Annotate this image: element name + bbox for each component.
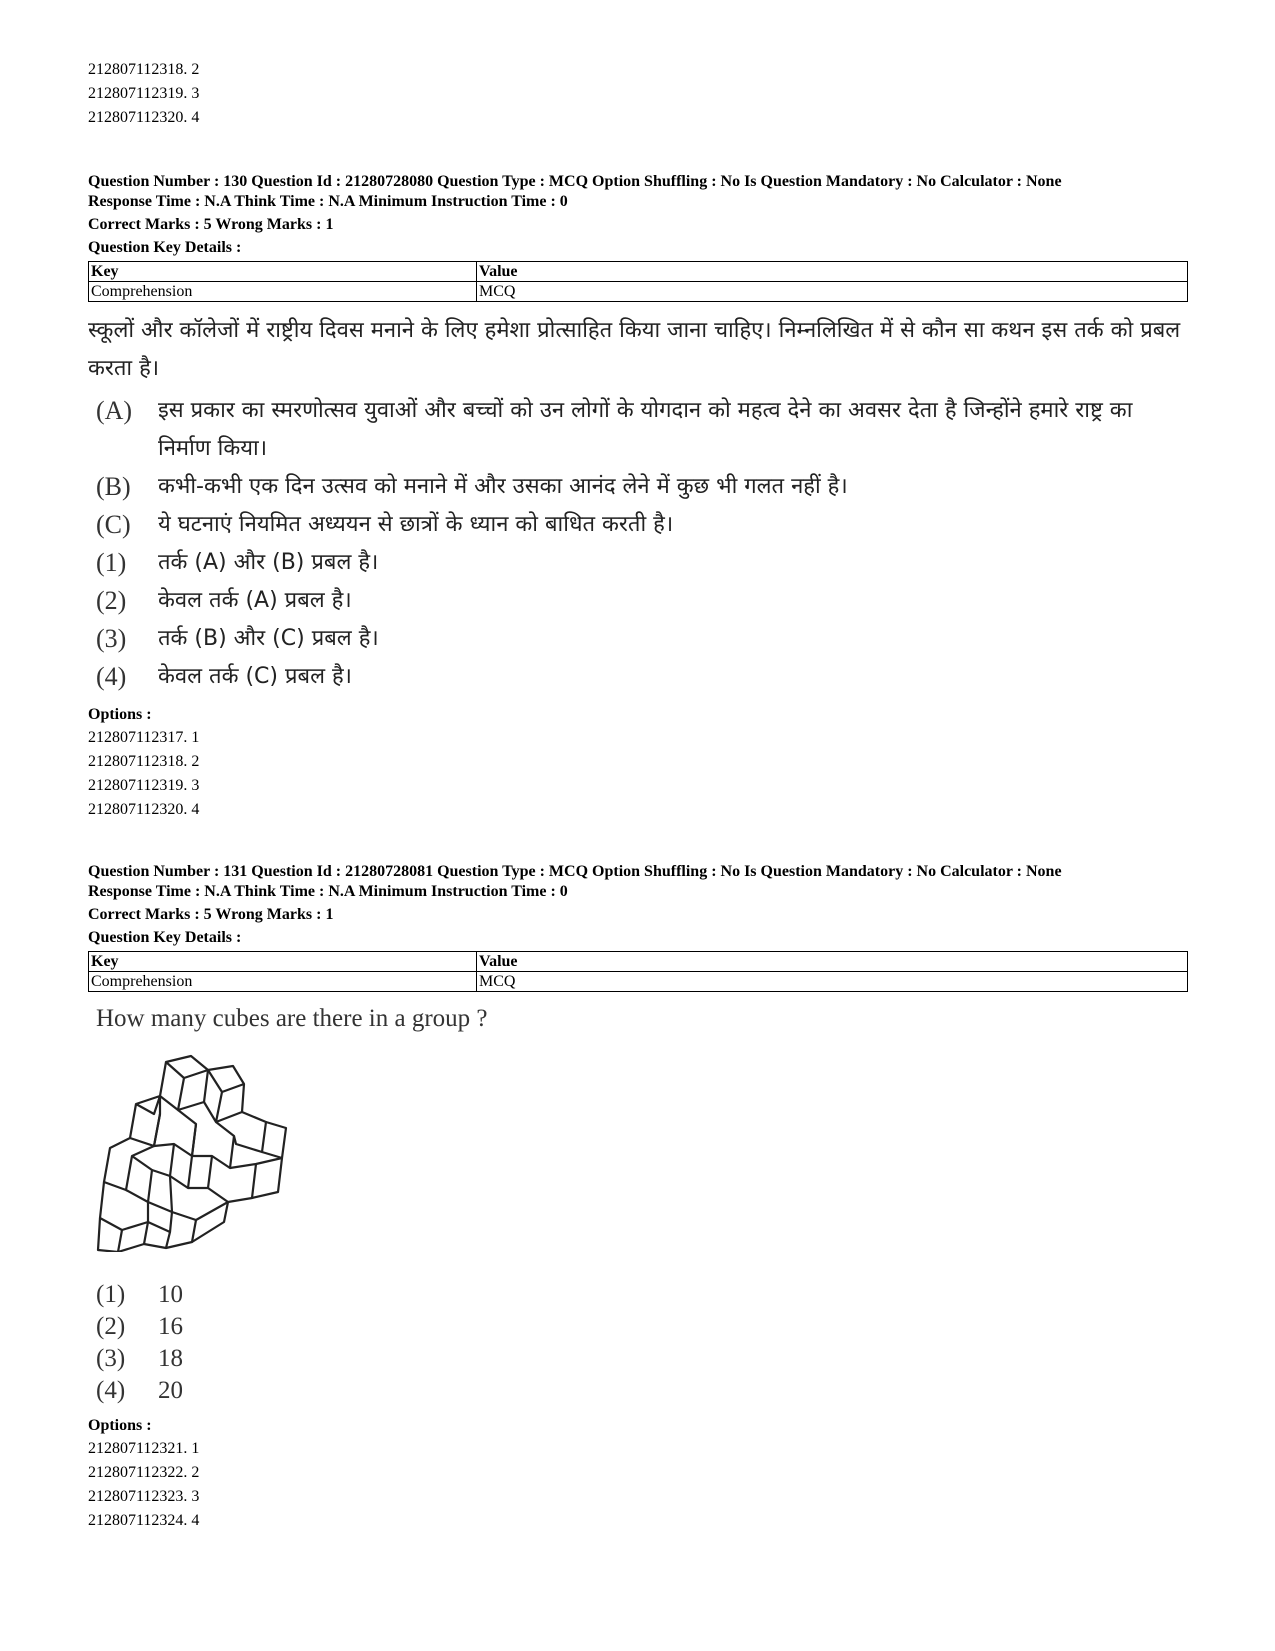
table-row <box>89 972 1188 992</box>
key-details-table <box>88 951 1188 992</box>
choice-label: (1) <box>96 1281 126 1308</box>
cube-outline <box>192 1122 234 1168</box>
answer-choice <box>96 582 1188 620</box>
answer-choice <box>96 544 1188 582</box>
choice-text: केवल तर्क (C) प्रबल है। <box>158 664 352 689</box>
option-id-line: 212807112319. 3 <box>88 777 200 794</box>
statements-list <box>88 392 1188 544</box>
table-header-row <box>89 952 1188 972</box>
answer-choice <box>96 1279 1188 1311</box>
choice-label: (3) <box>96 1345 126 1372</box>
previous-options-list <box>88 58 1188 130</box>
cube-outline <box>204 1066 244 1122</box>
table-header-key: Key <box>89 952 477 972</box>
statement-label: (A) <box>96 396 133 425</box>
table-header-key: Key <box>89 262 477 282</box>
choice-text: 20 <box>158 1377 183 1404</box>
answer-choice <box>96 1343 1188 1375</box>
choice-label: (1) <box>96 548 127 577</box>
question-marks-line: Correct Marks : 5 Wrong Marks : 1 <box>88 906 334 923</box>
choice-label: (2) <box>96 1313 126 1340</box>
option-id-line: 212807112319. 3 <box>88 85 200 102</box>
option-id-line: 212807112317. 1 <box>88 729 200 746</box>
option-id-line: 212807112322. 2 <box>88 1464 200 1481</box>
key-details-table <box>88 261 1188 302</box>
question-paper-page <box>88 58 1188 1533</box>
cube-outline <box>144 1232 170 1248</box>
question-stem: How many cubes are there in a group ? <box>96 1005 488 1032</box>
cube-outline <box>152 1144 174 1176</box>
statement-item <box>96 392 1188 468</box>
statement-text: कभी-कभी एक दिन उत्सव को मनाने में और उसका आनंद लेने में कुछ भी गलत नहीं है। <box>158 474 848 499</box>
answer-choice <box>96 1375 1188 1407</box>
table-row <box>89 282 1188 302</box>
table-header-value: Value <box>477 952 1188 972</box>
option-id-line: 212807112320. 4 <box>88 801 200 818</box>
answer-choice <box>96 620 1188 658</box>
statement-text: ये घटनाएं नियमित अध्ययन से छात्रों के ध्यान को बाधित करती है। <box>158 512 674 537</box>
question-meta-line: Question Number : 131 Question Id : 21280728081 Question Type : MCQ Option Shuffling : No Is Question Mandatory : No Calculator : None <box>88 863 1062 880</box>
question-timing-line: Response Time : N.A Think Time : N.A Minimum Instruction Time : 0 <box>88 883 568 900</box>
table-cell-key: Comprehension <box>89 282 477 302</box>
option-id-line: 212807112318. 2 <box>88 753 200 770</box>
options-label: Options : <box>88 1417 152 1434</box>
choice-label: (3) <box>96 624 127 653</box>
question-meta-line: Question Number : 130 Question Id : 21280728080 Question Type : MCQ Option Shuffling : No Is Question Mandatory : No Calculator : None <box>88 173 1062 190</box>
statement-item <box>96 468 1188 506</box>
choice-text: केवल तर्क (A) प्रबल है। <box>158 588 352 613</box>
table-header-value: Value <box>477 262 1188 282</box>
option-id-line: 212807112324. 4 <box>88 1512 200 1529</box>
cube-stack-figure <box>96 1052 296 1252</box>
statement-item <box>96 506 1188 544</box>
option-id-line: 212807112321. 1 <box>88 1440 200 1457</box>
choice-label: (4) <box>96 1377 126 1404</box>
option-id-line: 212807112320. 4 <box>88 109 200 126</box>
answer-choice <box>96 1311 1188 1343</box>
answer-choice <box>96 658 1188 696</box>
table-header-row <box>89 262 1188 282</box>
cube-outline <box>104 1138 154 1190</box>
statement-label: (B) <box>96 472 131 501</box>
option-id-line: 212807112318. 2 <box>88 61 200 78</box>
key-details-label: Question Key Details : <box>88 929 242 946</box>
cube-outline <box>192 1202 228 1242</box>
table-cell-value: MCQ <box>477 972 1188 992</box>
statement-text: इस प्रकार का स्मरणोत्सव युवाओं और बच्चों को उन लोगों के योगदान को महत्व देने का अवसर देता है जिन्होंने हमारे राष्ट्र का निर्माण किया। <box>158 398 1133 461</box>
cube-outline <box>234 1112 266 1152</box>
choice-text: 10 <box>158 1281 183 1308</box>
choice-text: तर्क (B) और (C) प्रबल है। <box>158 626 379 651</box>
options-list <box>88 726 1188 822</box>
key-details-label: Question Key Details : <box>88 239 242 256</box>
answer-choices-list <box>88 1279 1188 1407</box>
choice-text: 18 <box>158 1345 183 1372</box>
table-cell-value: MCQ <box>477 282 1188 302</box>
choice-label: (4) <box>96 662 127 691</box>
options-list <box>88 1437 1188 1533</box>
options-label: Options : <box>88 706 152 723</box>
cube-outline <box>170 1156 192 1188</box>
statement-label: (C) <box>96 510 131 539</box>
table-cell-key: Comprehension <box>89 972 477 992</box>
option-id-line: 212807112323. 3 <box>88 1488 200 1505</box>
choice-text: तर्क (A) और (B) प्रबल है। <box>158 550 379 575</box>
cube-outline <box>154 1110 196 1156</box>
question-131 <box>88 862 1188 1533</box>
cube-outline <box>98 1218 148 1252</box>
cube-outline <box>160 1056 208 1110</box>
choice-label: (2) <box>96 586 127 615</box>
question-marks-line: Correct Marks : 5 Wrong Marks : 1 <box>88 216 334 233</box>
answer-choices-list <box>88 544 1188 696</box>
question-130 <box>88 172 1188 822</box>
cube-outline <box>208 1158 282 1202</box>
choice-text: 16 <box>158 1313 183 1340</box>
question-stem: स्कूलों और कॉलेजों में राष्ट्रीय दिवस मनाने के लिए हमेशा प्रोत्साहित किया जाना चाहिए। निम्नलिखित में से कौन सा कथन इस तर्क को प्रबल करता है। <box>88 318 1181 381</box>
question-timing-line: Response Time : N.A Think Time : N.A Minimum Instruction Time : 0 <box>88 193 568 210</box>
